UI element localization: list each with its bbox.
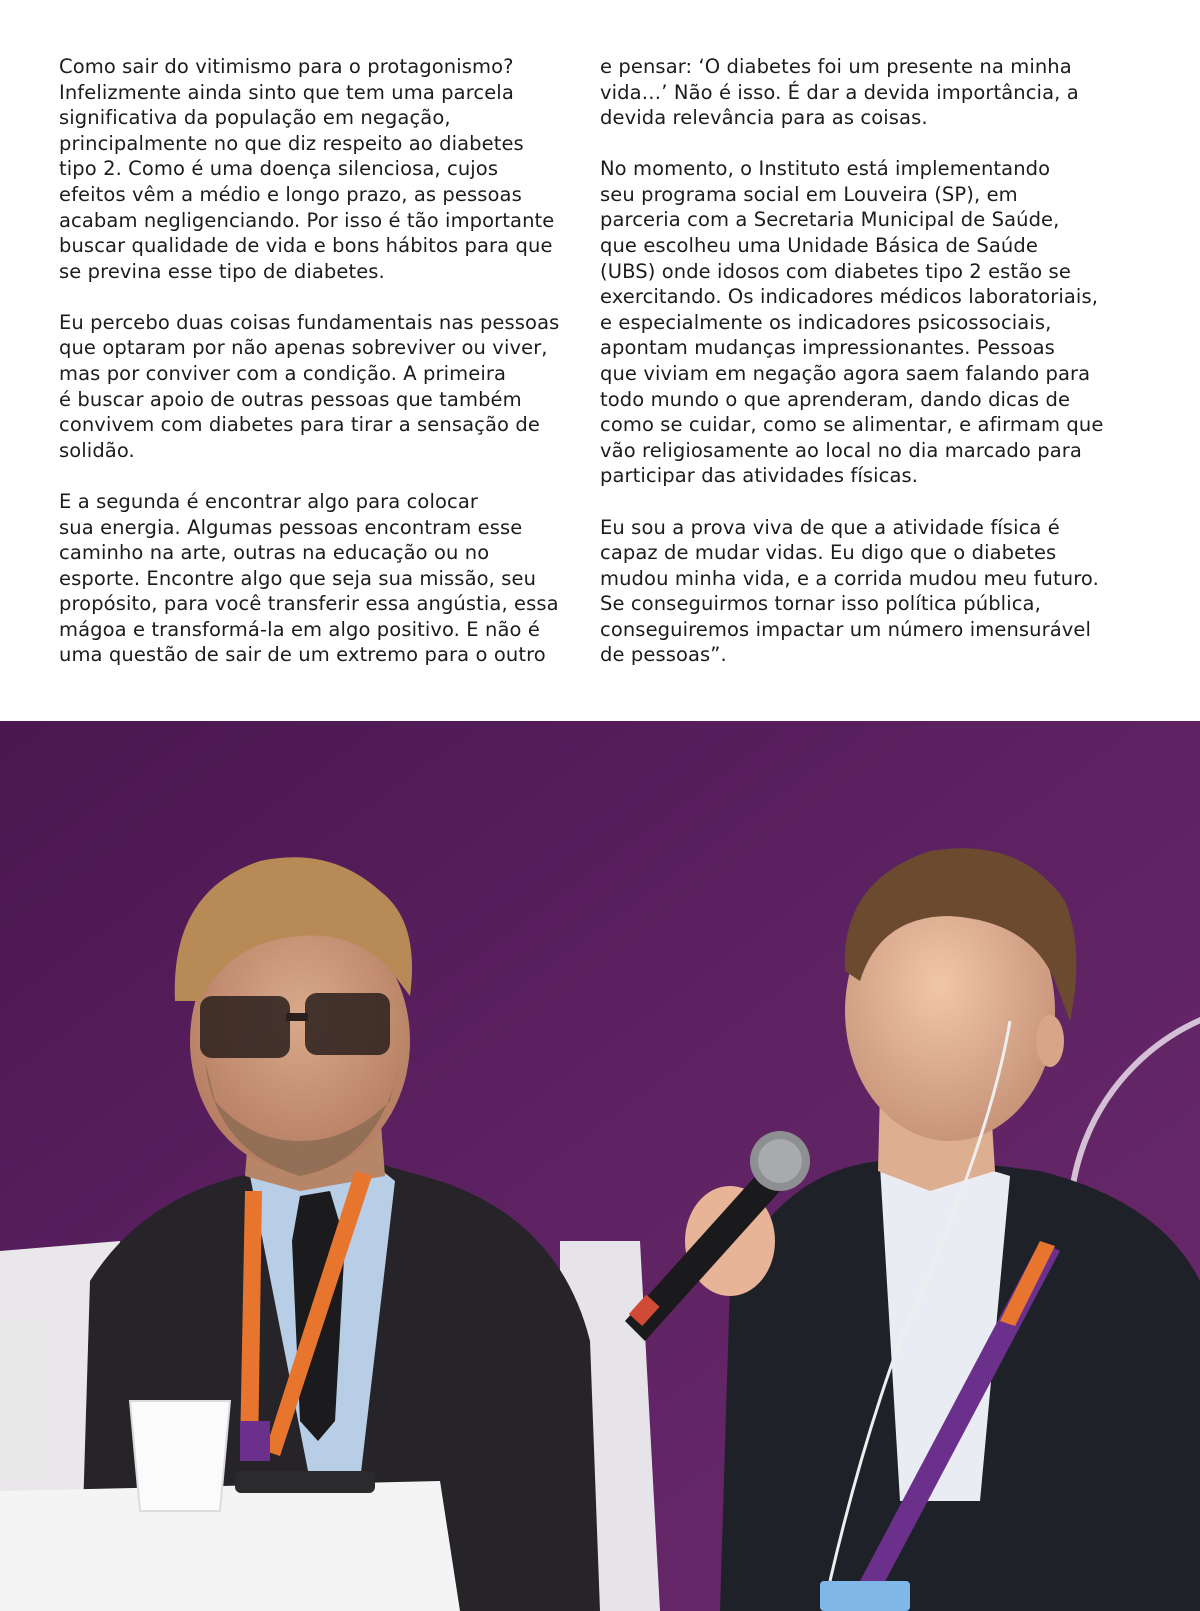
photo-illustration <box>0 721 1200 1611</box>
paragraph: Eu percebo duas coisas fundamentais nas pessoas que optaram por não apenas sobreviver ou viver, mas por conviver com a condição. A primeira é buscar apoio de outras pessoas que também convivem com diabetes para tirar a sensação de solidão. <box>59 310 560 462</box>
right-column <box>600 54 1120 694</box>
table <box>0 1481 460 1611</box>
article-text <box>0 0 1200 721</box>
name-card <box>0 1321 45 1481</box>
conference-photo <box>0 721 1200 1611</box>
paragraph: e pensar: ‘O diabetes foi um presente na minha vida…’ Não é isso. É dar a devida importância, a devida relevância para as coisas. <box>600 55 1079 130</box>
paragraph: No momento, o Instituto está implementando seu programa social em Louveira (SP), em parceria com a Secretaria Municipal de Saúde, que escolheu uma Unidade Básica de Saúde (UBS) onde idosos com diabetes tipo 2 estão se exercitando. Os indicadores médicos laboratoriais, e especialmente os indicadores psicossociais, apontam mudanças impressionantes. Pessoas que viviam em negação agora saem falando para todo mundo o que aprenderam, dando dicas de como se cuidar, como se alimentar, e afirmam que vão religiosamente ao local no dia marcado para participar das atividades físicas. <box>600 157 1104 488</box>
paragraph: Como sair do vitimismo para o protagonismo? Infelizmente ainda sinto que tem uma parcela significativa da população em negação, principalmente no que diz respeito ao diabetes tipo 2. Como é uma doença silenciosa, cujos efeitos vêm a médio e longo prazo, as pessoas acabam negligenciando. Por isso é tão importante buscar qualidade de vida e bons hábitos para que se previna esse tipo de diabetes. <box>59 55 555 283</box>
paper-cup <box>130 1401 230 1511</box>
phone <box>235 1471 375 1493</box>
paragraph: Eu sou a prova viva de que a atividade física é capaz de mudar vidas. Eu digo que o diabetes mudou minha vida, e a corrida mudou meu futuro. Se conseguirmos tornar isso política pública, conseguiremos impactar um número imensurável de pessoas”. <box>600 515 1099 667</box>
paragraph: E a segunda é encontrar algo para colocar sua energia. Algumas pessoas encontram esse caminho na arte, outras na educação ou no esporte. Encontre algo que seja sua missão, seu propósito, para você transferir essa angústia, essa mágoa e transformá-la em algo positivo. E não é uma questão de sair de um extremo para o outro <box>59 489 559 667</box>
left-column <box>59 54 579 694</box>
